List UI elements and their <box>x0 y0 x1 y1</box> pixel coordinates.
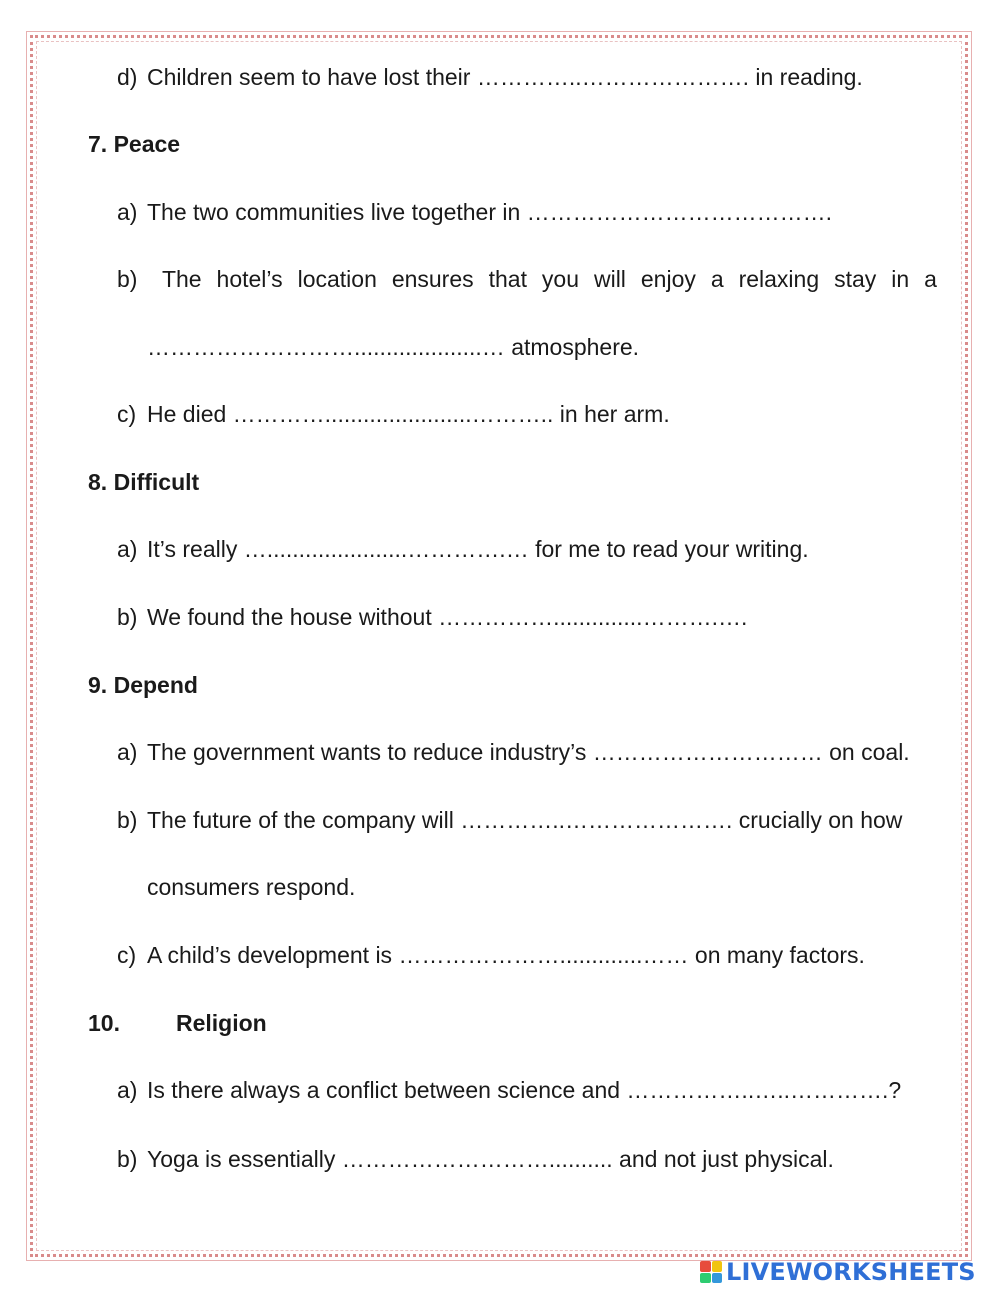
justified-word: relaxing <box>738 266 820 292</box>
heading-number: 7. <box>88 131 108 157</box>
heading-number: 9. <box>88 672 108 698</box>
question-7b-continuation <box>147 332 639 362</box>
item-text: The two communities live together in …………………………………. <box>147 199 833 225</box>
question-7b <box>117 264 937 294</box>
question-9a <box>117 737 910 767</box>
item-text: Children seem to have lost their …………..…………………. in reading. <box>147 64 863 90</box>
item-text: He died ………….......................……….. in her arm. <box>147 401 670 427</box>
justified-word: ensures <box>391 266 474 292</box>
justified-word: will <box>593 266 626 292</box>
question-8a <box>117 534 809 564</box>
justified-word: you <box>541 266 580 292</box>
logo-square <box>700 1261 711 1272</box>
justified-word: in <box>891 266 910 292</box>
item-letter: d) <box>117 64 138 90</box>
heading-label: Religion <box>176 1010 267 1036</box>
question-8b <box>117 602 747 632</box>
item-text: ………………………....................… atmosphere. <box>147 334 640 360</box>
item-letter: a) <box>117 536 138 562</box>
logo-square <box>712 1273 723 1284</box>
justified-word: location <box>297 266 377 292</box>
heading-number: 8. <box>88 469 108 495</box>
item-text: The government wants to reduce industry’s ………………………… on coal. <box>147 739 910 765</box>
item-text: Yoga is essentially ……………………….......... and not just physical. <box>147 1146 834 1172</box>
heading-label: Depend <box>113 672 198 698</box>
justified-word: The <box>161 266 202 292</box>
item-letter: b) <box>117 1146 138 1172</box>
justified-word: a <box>924 266 937 292</box>
logo-square <box>712 1261 723 1272</box>
question-9c <box>117 940 865 970</box>
heading-peace <box>88 129 180 159</box>
liveworksheets-brand[interactable] <box>700 1256 976 1288</box>
logo-square <box>700 1273 711 1284</box>
heading-label: Peace <box>113 131 181 157</box>
heading-depend <box>88 670 198 700</box>
question-10b <box>117 1144 834 1174</box>
brand-name: LIVEWORKSHEETS <box>726 1258 976 1286</box>
justified-word: enjoy <box>640 266 696 292</box>
item-letter: b) <box>117 266 138 292</box>
heading-number: 10. <box>88 1010 120 1036</box>
item-text: The future of the company will …………..…………………. crucially on how <box>147 807 903 833</box>
item-text: consumers respond. <box>147 874 356 900</box>
item-letter: c) <box>117 942 137 968</box>
heading-label: Difficult <box>113 469 200 495</box>
justified-word: hotel’s <box>216 266 283 292</box>
question-10a <box>117 1075 901 1105</box>
item-letter: a) <box>117 1077 138 1103</box>
item-text: Is there always a conflict between science and ……………..…..………….? <box>147 1077 902 1103</box>
item-letter: b) <box>117 604 138 630</box>
question-9b-continuation <box>147 872 355 902</box>
item-letter: b) <box>117 807 138 833</box>
justified-word: a <box>710 266 724 292</box>
item-letter: a) <box>117 739 138 765</box>
question-6d <box>117 62 863 92</box>
item-letter: c) <box>117 401 137 427</box>
question-7c <box>117 399 670 429</box>
question-9b <box>117 805 902 835</box>
liveworksheets-logo-icon <box>700 1261 722 1283</box>
heading-difficult <box>88 467 199 497</box>
item-text: We found the house without ……………..............……….…. <box>147 604 748 630</box>
item-letter: a) <box>117 199 138 225</box>
heading-religion <box>88 1008 267 1038</box>
justified-word: that <box>488 266 527 292</box>
question-7a <box>117 197 832 227</box>
item-text: It’s really …......................………….… for me to read your writing. <box>147 536 809 562</box>
justified-word: stay <box>834 266 877 292</box>
item-text: A child’s development is ………………….............…… on many factors. <box>147 942 865 968</box>
